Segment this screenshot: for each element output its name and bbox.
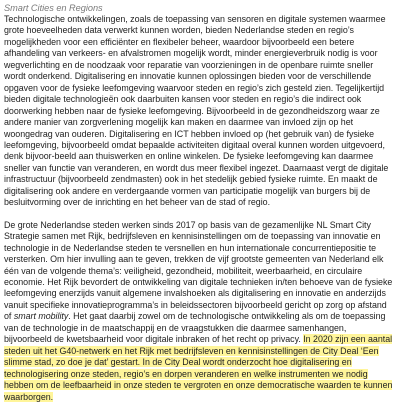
paragraph-gap [4,209,396,220]
paragraph-text-emphasis: smart mobility [13,311,69,322]
paragraph-text-part-b: . Het gaat daarbij zowel om de technologische ontwikkeling als om de toepassing van de technologie in de maatschappij en de vraagstukken die daarmee samenhangen, bijvoorbeeld de kwetsbaarheid voor digitale inbraken of het recht op privacy. [4,311,386,345]
section-title: Smart Cities en Regions [4,3,103,13]
document-page [4,2,396,403]
paragraph-text-part-a: De grote Nederlandse steden werken sinds 2017 op basis van de gezamenlijke NL Smart City Strategie samen met Rijk, bedrijfsleven en kennisinstellingen om de toepassing van innovatie en technologie in de Nederlandse steden te versnellen en hun internationale concurrentiepositie te versterken. Om hier invulling aan te geven, trekken de vijf grootste gemeenten van Nederland elk één van de volgende thema’s: veiligheid, gezondheid, mobiliteit, weerbaarheid, en circulaire economie. Het Rijk bevordert de ontwikkeling van digitale technieken in/ten behoeve van de fysieke leefomgeving enerzijds vanuit algemene invalshoeken als digitalisering en innovatie en anderzijds vanuit specifieke innovatieprogramma’s in beleidssectoren bijvoorbeeld gericht op zorg op afstand of [4,219,393,322]
paragraph-nl-smart-city-strategy [4,220,396,403]
paragraph-smart-cities-intro: Technologische ontwikkelingen, zoals de toepassing van sensoren en digitale systemen waarmee grote hoeveelheden data verwerkt kunnen worden, bieden Nederlandse steden en regio’s mogelijkheden voor een efficiënter en flexibeler beheer, waardoor bijvoorbeeld een betere afhandeling van verkeers- en afvalstromen mogelijk wordt, minder energieverbruik nodig is voor wegverlichting en de noodzaak voor reparatie van voorzieningen in de openbare ruimte sneller wordt onderkend. Digitalisering en innovatie kunnen oplossingen bieden voor de verschillende opgaven voor de fysieke leefomgeving waarvoor steden en regio’s zich gesteld zien. Tegelijkertijd bieden digitale technologieën ook daarbuiten kansen voor steden en regio’s die indirect ook doorwerking hebben naar de fysieke leefomgeving. Bijvoorbeeld in de gezondheidszorg waar ze andere manier van zorgverlening mogelijk kan maken en daarmee van invloed zijn op het woongedrag van ouderen. Digitalisering en ICT hebben invloed op (het gebruik van) de fysieke leefomgeving, bijvoorbeeld omdat bepaalde activiteiten digitaal overal kunnen worden uitgevoerd, denk bijvoor-beeld aan thuiswerken en online winkelen. De fysieke leefomgeving kan daarmee sneller van functie van veranderen, en wordt dus meer flexibel ingezet. Daarnaast vergt de digitale infrastructuur (bijvoorbeeld zendmasten) ook in het stedelijk gebied fysieke ruimte. En maakt de digitalisering ook andere en verdergaande vormen van participatie mogelijk van burgers bij de besluitvorming over de inrichting en het beheer van de stad of regio. [4,14,389,208]
highlighted-text-city-deal: In 2020 zijn een aantal steden uit het G40-netwerk en het Rijk met bedrijfsleven en kennisinstellingen de City Deal ‘Een slimme stad, zo doe je dat’ gestart. In de City Deal wordt onderzocht hoe digitalisering en technologisering onze steden, regio’s en dorpen veranderen en welke instrumenten we nodig hebben om de leefbaarheid in onze steden te vergroten en onze democratische waarden te kunnen waarborgen. [4,334,393,402]
